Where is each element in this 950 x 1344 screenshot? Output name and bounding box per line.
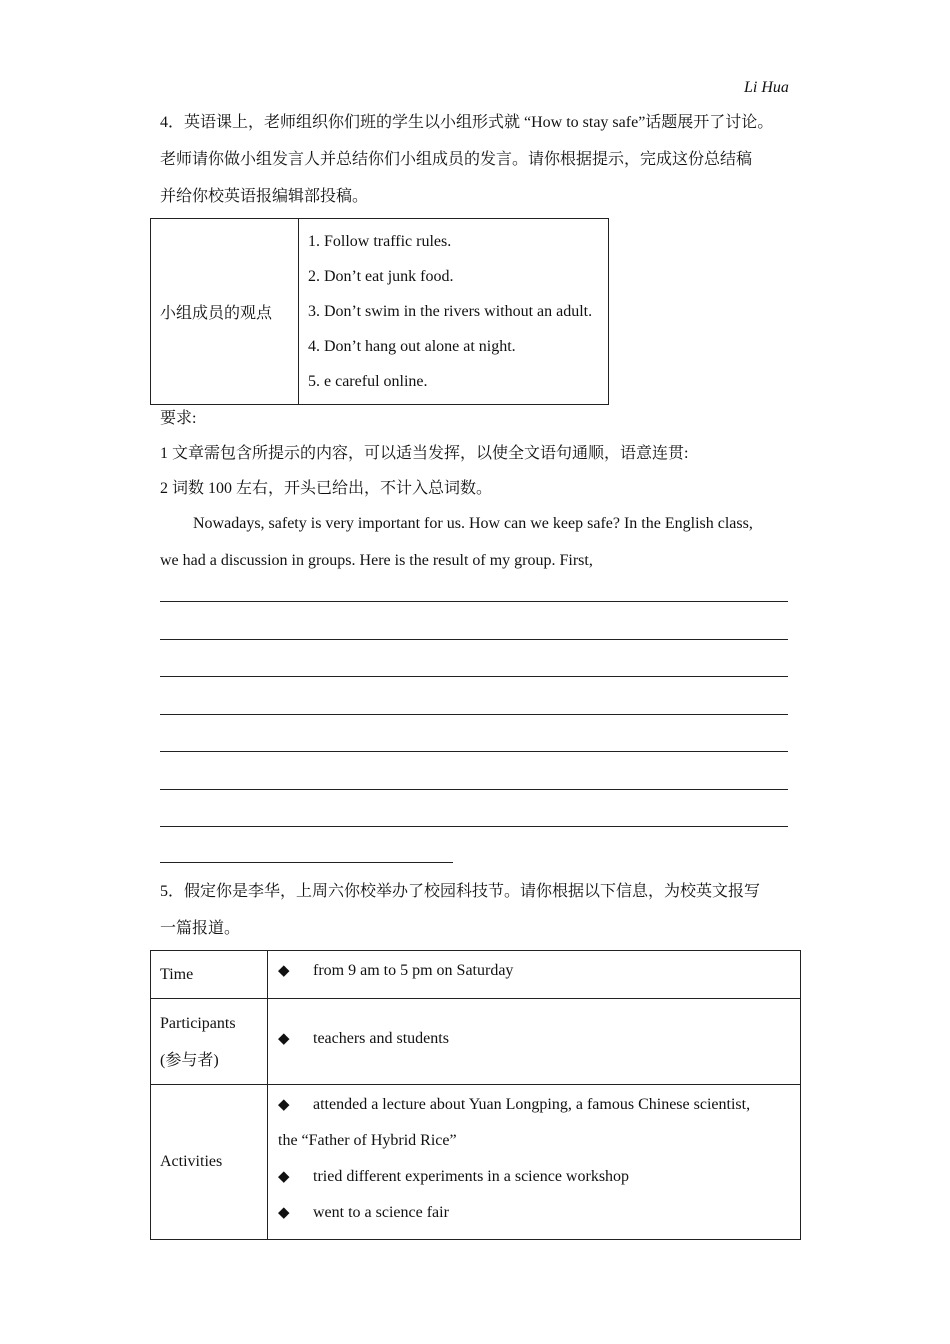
q5-activities-label-cell: [151, 1085, 268, 1240]
q5-participants-value-cell: [268, 999, 801, 1085]
q5-participants-note: (参与者): [160, 1051, 219, 1069]
q5-prompt-line-2: 一篇报道。: [160, 920, 241, 937]
q4-table-items-cell: [299, 219, 609, 405]
q5-activities-label: Activities: [160, 1153, 223, 1170]
diamond-bullet-icon: ◆: [278, 1031, 290, 1047]
q5-activity-item-2: tried different experiments in a science workshop: [313, 1168, 630, 1185]
q4-prompt-line-2: 老师请你做小组发言人并总结你们小组成员的发言。请你根据提示，完成这份总结稿: [160, 151, 753, 168]
q5-participants-value: teachers and students: [313, 1030, 449, 1047]
answer-line: [160, 751, 788, 752]
q5-time-label: Time: [160, 965, 194, 983]
q5-prompt-line-1: 5．假定你是李华，上周六你校举办了校园科技节。请你根据以下信息，为校英文报写: [160, 883, 761, 900]
q5-activities-value-cell: [268, 1085, 801, 1240]
answer-line: [160, 601, 788, 602]
signature: Li Hua: [744, 79, 789, 96]
q5-participants-label-cell: [151, 999, 268, 1085]
diamond-bullet-icon: ◆: [278, 1205, 290, 1221]
q4-opinion-item: 5. e careful online.: [308, 373, 428, 390]
q4-table-label-cell: [151, 219, 299, 405]
q5-activity-item-3: went to a science fair: [313, 1204, 449, 1221]
q5-activity-item-1-continued: the “Father of Hybrid Rice”: [278, 1132, 457, 1149]
q4-opinion-item: 1. Follow traffic rules.: [308, 233, 452, 250]
answer-line: [160, 714, 788, 715]
answer-line: [160, 789, 788, 790]
diamond-bullet-icon: ◆: [278, 963, 290, 979]
q4-requirement-2: 2 词数 100 左右，开头已给出，不计入总词数。: [160, 480, 493, 497]
q4-requirements-title: 要求:: [160, 410, 197, 427]
q4-opinions-table: [150, 218, 609, 405]
answer-line-short: [160, 862, 453, 863]
q4-prompt-line-3: 并给你校英语报编辑部投稿。: [160, 188, 369, 205]
q5-activity-item-1: attended a lecture about Yuan Longping, a famous Chinese scientist,: [313, 1096, 751, 1113]
answer-line: [160, 639, 788, 640]
q4-opening-line-1: Nowadays, safety is very important for us. How can we keep safe? In the English class,: [193, 515, 753, 532]
diamond-bullet-icon: ◆: [278, 1169, 290, 1185]
diamond-bullet-icon: ◆: [278, 1097, 290, 1113]
q4-opening-line-2: we had a discussion in groups. Here is the result of my group. First,: [160, 552, 593, 569]
answer-line: [160, 676, 788, 677]
q4-opinion-item: 4. Don’t hang out alone at night.: [308, 338, 516, 355]
answer-line: [160, 826, 788, 827]
q5-time-value: from 9 am to 5 pm on Saturday: [313, 962, 514, 979]
q5-time-label-cell: [151, 951, 268, 999]
q4-opinion-item: 2. Don’t eat junk food.: [308, 268, 454, 285]
q5-time-value-cell: [268, 951, 801, 999]
q4-requirement-1: 1 文章需包含所提示的内容，可以适当发挥，以使全文语句通顺，语意连贯:: [160, 445, 689, 462]
q4-prompt-line-1: 4．英语课上，老师组织你们班的学生以小组形式就 “How to stay safe”话题展开了讨论。: [160, 114, 774, 131]
q4-opinion-item: 3. Don’t swim in the rivers without an adult.: [308, 303, 593, 320]
q5-participants-label: Participants: [160, 1014, 236, 1032]
q4-table-label: 小组成员的观点: [160, 305, 273, 322]
q5-info-table: [150, 950, 801, 1240]
